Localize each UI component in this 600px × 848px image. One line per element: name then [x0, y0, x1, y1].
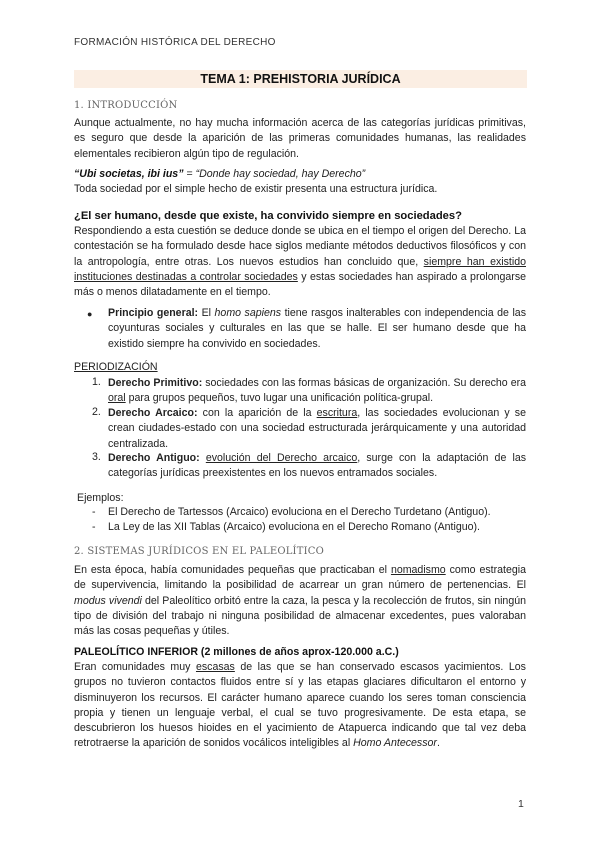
answer-text-b: y estas sociedades han aspirado a prolongarse más o menos dilatadamente en el tiempo. [74, 270, 527, 299]
period-label: Derecho Primitivo: [108, 377, 203, 389]
page-title: TEMA 1: PREHISTORIA JURÍDICA [74, 70, 527, 88]
period-text-a: sociedades con las formas básicas de organización. Su derecho era [202, 377, 527, 389]
quote-separator: = [183, 168, 196, 180]
intro-paragraph: Aunque actualmente, no hay mucha información acerca de las categorías jurídicas primitivas, es seguro que desde la aparición de las primeras comunidades humanas, las realidades elementales recibieron algún tipo de regulación. [74, 117, 526, 160]
answer-text-a: Respondiendo a esta cuestión se deduce donde se ubica en el tiempo el origen del Derecho. La contestación se ha formulado desde hace siglos mediante métodos deductivos filosóficos y con la antropología, entre otras. Los nuevos estudios han concluido que, [74, 225, 526, 268]
period-item-arcaico [108, 406, 526, 452]
periodization-heading: PERIODIZACIÓN [74, 361, 158, 373]
inferior-italic: Homo Antecessor [353, 737, 437, 750]
dash-icon: - [92, 506, 96, 518]
period-label: Derecho Antiguo: [108, 452, 200, 464]
section-heading-introduccion: 1. INTRODUCCIÓN [74, 100, 178, 111]
list-number: 1. [92, 376, 101, 388]
inferior-text-c: . [436, 737, 440, 750]
paleolitico-inferior-paragraph [74, 660, 526, 752]
paleo-text-b: como estrategia de supervivencia, limitando la posibilidad de acarrear un gran número de pertenencias. El [74, 564, 526, 592]
example-item: La Ley de las XII Tablas (Arcaico) evoluciona en el Derecho Romano (Antiguo). [108, 521, 480, 533]
bullet-icon: ● [87, 309, 93, 319]
paleolithic-paragraph [74, 563, 526, 639]
answer-paragraph [74, 224, 526, 300]
dash-icon: - [92, 521, 96, 533]
period-text-b: para grupos pequeños, tuvo lugar una unificación política-grupal. [125, 392, 434, 405]
section-heading-paleolitico: 2. SISTEMAS JURÍDICOS EN EL PALEOLÍTICO [74, 546, 324, 557]
principle-text-a: El [198, 307, 215, 319]
paleo-text-a: En esta época, había comunidades pequeñas que practicaban el [74, 564, 391, 576]
period-item-antiguo [108, 451, 526, 482]
period-underlined: oral [108, 392, 126, 405]
period-text-b: , surge con la adaptación de las categorías jurídicas preexistentes en los nuevos entramados sociales. [108, 452, 527, 480]
paleolitico-inferior-heading: PALEOLÍTICO INFERIOR (2 millones de años aprox-120.000 a.C.) [74, 646, 399, 658]
inferior-underlined: escasas [195, 661, 235, 673]
period-text-a: con la aparición de la [197, 407, 317, 419]
list-number: 2. [92, 406, 101, 418]
quote-translation: “Donde hay sociedad, hay Derecho” [195, 168, 366, 180]
examples-label: Ejemplos: [77, 492, 124, 504]
period-underlined: escritura [316, 407, 358, 419]
principle-italic: homo sapiens [214, 307, 282, 319]
principle-item [108, 306, 526, 352]
principle-text-b: tiene rasgos inalterables con independencia de las coyunturas sociales y culturales en las que se halle. El ser humano desde que ha existido siempre ha convivido en sociedades. [108, 307, 526, 350]
quote-explanation: Toda sociedad por el simple hecho de existir presenta una estructura jurídica. [74, 183, 438, 195]
latin-quote-text: “Ubi societas, ibi ius” [74, 168, 184, 180]
period-label: Derecho Arcaico: [108, 407, 198, 419]
period-text-b: , las sociedades evolucionan y se crean ciudades-estado con una sociedad estructurada jerárquicamente y una autoridad centralizada. [108, 407, 526, 450]
paleo-italic: modus vivendi [74, 594, 142, 607]
list-number: 3. [92, 451, 101, 463]
answer-underlined: siempre han existido instituciones destinadas a controlar sociedades [74, 255, 526, 283]
period-underlined: evolución del Derecho arcaico [205, 452, 358, 464]
paleo-text-c: del Paleolítico orbitó entre la caza, la pesca y la recolección de frutos, sin ningún tipo de división del trabajo ni ninguna posibilidad de almacenar excedentes, pues valoraban más las cosas pequeñas y útiles. [74, 594, 527, 638]
inferior-text-a: Eran comunidades muy [74, 661, 196, 673]
inferior-text-b: de las que se han conservado escasos yacimientos. Los grupos no tuvieron contactos fluidos entre sí y las etapas glaciares dificultaron el entorno y disminuyeron los recursos. El carácter humano aparece cuando los seres toman consciencia propia y tienen un lenguaje verbal, el cual se tuvo progresivamente. De esta etapa, se descubrieron los huesos hioides en el yacimiento de Atapuerca indicando que tal vez deba retrotraerse la aparición de sonidos vocálicos inteligibles al [74, 661, 526, 750]
document-header: FORMACIÓN HISTÓRICA DEL DERECHO [74, 37, 276, 48]
paleo-underlined: nomadismo [390, 564, 446, 576]
period-item-primitivo [108, 376, 526, 407]
page-number: 1 [518, 798, 524, 810]
latin-quote [74, 167, 526, 182]
principle-label: Principio general: [108, 307, 199, 319]
key-question: ¿El ser humano, desde que existe, ha convivido siempre en sociedades? [74, 210, 462, 222]
example-item: El Derecho de Tartessos (Arcaico) evoluciona en el Derecho Turdetano (Antiguo). [108, 506, 491, 518]
